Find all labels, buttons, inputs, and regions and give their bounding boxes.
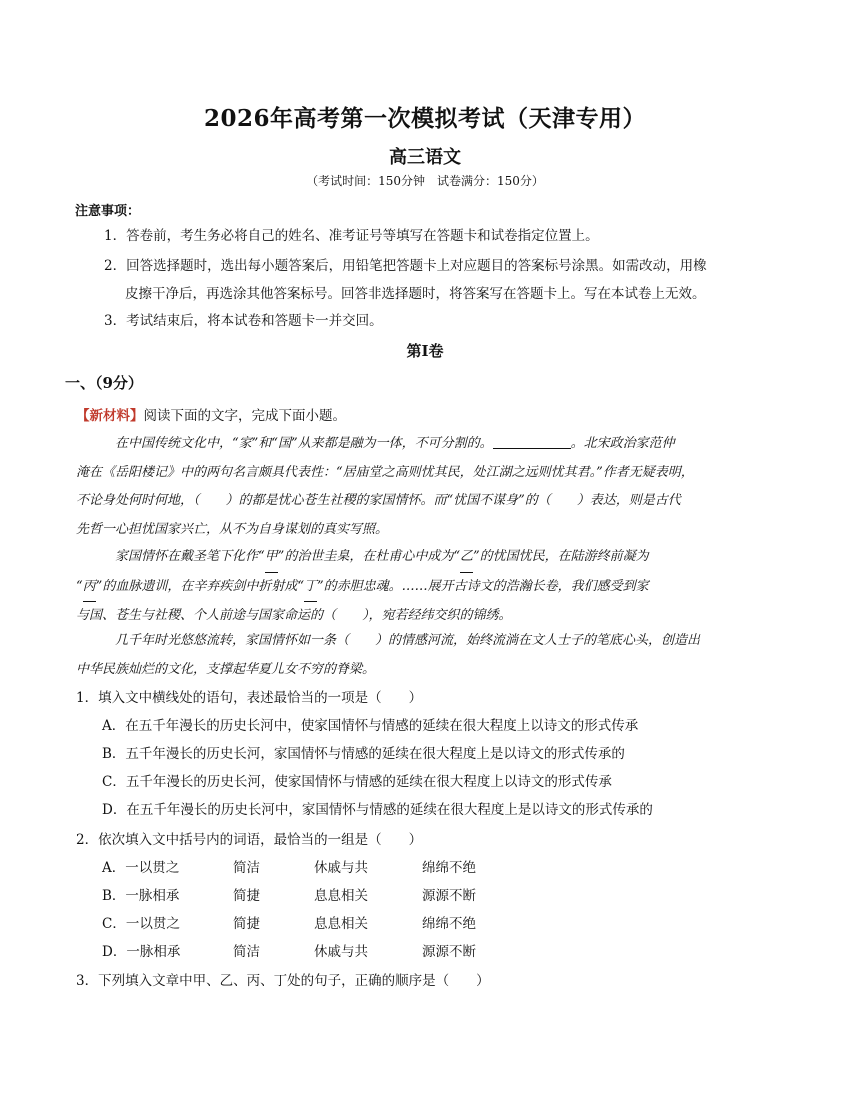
passage-line: 与国、苍生与社稷、个人前途与国家命运的（ ），宛若经纬交织的锦绣。 [76, 608, 512, 623]
option-word: 简捷 [233, 888, 260, 904]
note-line-continued: 皮擦干净后，再选涂其他答案标号。回答非选择题时，将答案写在答题卡上。写在本试卷上无效。 [125, 286, 706, 302]
question-1-option-d: D．在五千年漫长的历史长河中，家国情怀与情感的延续在很大程度上是以诗文的形式传承的 [102, 802, 653, 818]
option-word: 源源不断 [422, 944, 476, 960]
blank-marker-yi: 乙 [460, 543, 473, 573]
passage-line: 不论身处何时何地，（ ）的都是忧心苍生社稷的家国情怀。而“忧国不谋身”的（ ）表达，则是古代 [76, 493, 681, 508]
note-item-2 [104, 252, 794, 308]
notes-heading: 注意事项： [75, 204, 141, 219]
exam-meta: （考试时间：150分钟 试卷满分：150分） [306, 174, 544, 188]
blank-marker-ding: 丁 [304, 573, 317, 603]
exam-subject: 高三语文 [389, 147, 461, 168]
passage-line [76, 573, 781, 603]
note-line: 1．答卷前，考生务必将自己的姓名、准考证号等填写在答题卡和试卷指定位置上。 [104, 228, 599, 244]
option-word: 简洁 [233, 860, 260, 876]
passage-text: ”的治世圭臬，在杜甫心中成为“ [277, 549, 460, 564]
passage-paragraph-1 [76, 430, 781, 544]
option-word: 息息相关 [314, 888, 368, 904]
option-word: 简洁 [233, 944, 260, 960]
option-word: 休戚与共 [314, 944, 368, 960]
question-1-option-b: B．五千年漫长的历史长河，家国情怀与情感的延续在很大程度上是以诗文的形式传承的 [102, 746, 625, 762]
question-2-stem: 2．依次填入文中括号内的词语，最恰当的一组是（ ） [76, 832, 423, 848]
passage-text: “ [76, 578, 83, 594]
blank-marker-bing: 丙 [83, 573, 96, 603]
passage-text: ”的血脉遗训，在辛弃疾剑中折射成“ [95, 578, 304, 594]
passage-line [76, 430, 781, 459]
passage-line: 几千年时光悠悠流转，家国情怀如一条（ ）的情感河流，始终流淌在文人士子的笔底心头，创造出 [115, 633, 701, 648]
passage-line: 中华民族灿烂的文化，支撑起华夏儿女不穷的脊梁。 [76, 661, 376, 677]
option-label: C．一以贯之 [102, 916, 180, 932]
note-line: 2．回答选择题时，选出每小题答案后，用铅笔把答题卡上对应题目的答案标号涂黑。如需改动，用橡 [104, 258, 707, 274]
note-line: 3．考试结束后，将本试卷和答题卡一并交回。 [104, 313, 383, 329]
question-1-option-c: C．五千年漫长的历史长河，使家国情怀与情感的延续在很大程度上以诗文的形式传承 [102, 774, 612, 790]
option-word: 源源不断 [422, 888, 476, 904]
passage-line: 淹在《岳阳楼记》中的两句名言颇具代表性：“居庙堂之高则忧其民，处江湖之远则忧其君。”作者无疑表明， [76, 464, 694, 480]
question-3-stem: 3．下列填入文章中甲、乙、丙、丁处的句子，正确的顺序是（ ） [76, 973, 490, 989]
new-material-tag: 【新材料】 [76, 408, 144, 424]
option-word: 绵绵不绝 [422, 860, 476, 876]
option-word: 绵绵不绝 [422, 916, 476, 932]
volume-heading: 第Ⅰ卷 [406, 342, 444, 360]
passage-paragraph-3 [76, 627, 781, 684]
instruction-text: 阅读下面的文字，完成下面小题。 [143, 408, 346, 424]
passage-text: 在中国传统文化中，“家”和“国”从来都是融为一体，不可分割的。 [115, 436, 493, 451]
option-label: D．一脉相承 [102, 944, 181, 960]
exam-title: 2026年高考第一次模拟考试（天津专用） [203, 105, 646, 132]
note-item-3 [104, 307, 794, 335]
section-heading: 一、（9分） [65, 374, 143, 392]
answer-blank [493, 434, 571, 449]
reading-instruction [76, 404, 346, 424]
question-1-stem: 1．填入文中横线处的语句，表述最恰当的一项是（ ） [76, 690, 423, 706]
option-word: 息息相关 [314, 916, 368, 932]
note-item-1 [104, 222, 794, 250]
option-label: B．一脉相承 [102, 888, 180, 904]
blank-marker-jia: 甲 [265, 543, 278, 573]
passage-text: ”的忧国忧民，在陆游终前凝为 [472, 549, 649, 564]
passage-line [76, 543, 781, 573]
question-1-option-a: A．在五千年漫长的历史长河中，使家国情怀与情感的延续在很大程度上以诗文的形式传承 [102, 718, 639, 734]
option-label: A．一以贯之 [102, 860, 180, 876]
option-word: 休戚与共 [314, 860, 368, 876]
option-word: 简捷 [233, 916, 260, 932]
passage-text: 家国情怀在戴圣笔下化作“ [115, 549, 265, 564]
passage-line: 先哲一心担忧国家兴亡，从不为自身谋划的真实写照。 [76, 521, 389, 537]
passage-text: ”的赤胆忠魂。……展开古诗文的浩瀚长卷，我们感受到家 [316, 578, 649, 594]
passage-text: 。北宋政治家范仲 [570, 436, 675, 451]
passage-paragraph-2 [76, 543, 781, 631]
